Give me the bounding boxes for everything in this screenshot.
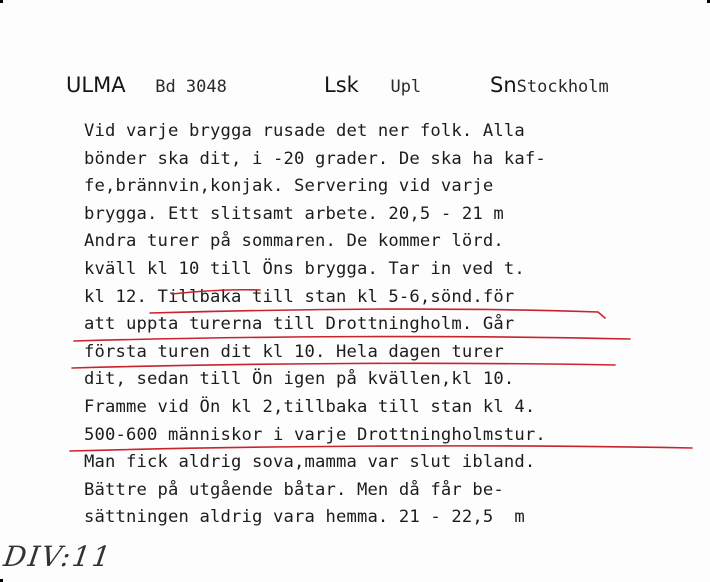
landskap-field bbox=[324, 73, 421, 99]
scan-corner-mark bbox=[0, 0, 3, 3]
text-line: första turen dit kl 10. Hela dagen turer bbox=[84, 341, 504, 362]
text-line: Framme vid Ön kl 2,tillbaka till stan kl 4. bbox=[84, 396, 536, 417]
socken-field bbox=[490, 73, 609, 99]
text-line: dit, sedan till Ön igen på kvällen,kl 10. bbox=[84, 369, 515, 390]
text-line: Vid varje brygga rusade det ner folk. Alla bbox=[84, 121, 525, 141]
socken-key: Sn bbox=[490, 73, 517, 97]
socken-value: Stockholm bbox=[516, 77, 609, 97]
text-line: Bättre på utgående båtar. Men då får be- bbox=[84, 479, 504, 500]
text-line: brygga. Ett slitsamt arbete. 20,5 - 21 m bbox=[84, 203, 504, 224]
text-line: kväll kl 10 till Öns brygga. Tar in ved t. bbox=[84, 258, 525, 279]
text-line: 500-600 människor i varje Drottningholmstur. bbox=[84, 424, 546, 445]
archive-field bbox=[66, 73, 227, 99]
landskap-value: Upl bbox=[390, 77, 422, 97]
text-line: Man fick aldrig sova,mamma var slut ibland. bbox=[84, 452, 536, 473]
landskap-key: Lsk bbox=[324, 73, 359, 97]
text-line: att uppta turerna till Drottningholm. Går bbox=[84, 314, 515, 335]
text-line: kl 12. Tillbaka till stan kl 5-6,sönd.för bbox=[84, 286, 515, 307]
text-line: fe,brännvin,konjak. Servering vid varje bbox=[84, 176, 494, 197]
card-text bbox=[84, 118, 696, 532]
text-line: Andra turer på sommaren. De kommer lörd. bbox=[84, 231, 504, 252]
archive-key: ULMA bbox=[66, 73, 126, 97]
text-line: bönder ska dit, i -20 grader. De ska ha kaf- bbox=[84, 148, 546, 169]
archive-value: Bd 3048 bbox=[155, 77, 227, 97]
text-line: sättningen aldrig vara hemma. 21 - 22,5 m bbox=[84, 507, 525, 528]
handwritten-note: DIV:11 bbox=[1, 540, 115, 573]
